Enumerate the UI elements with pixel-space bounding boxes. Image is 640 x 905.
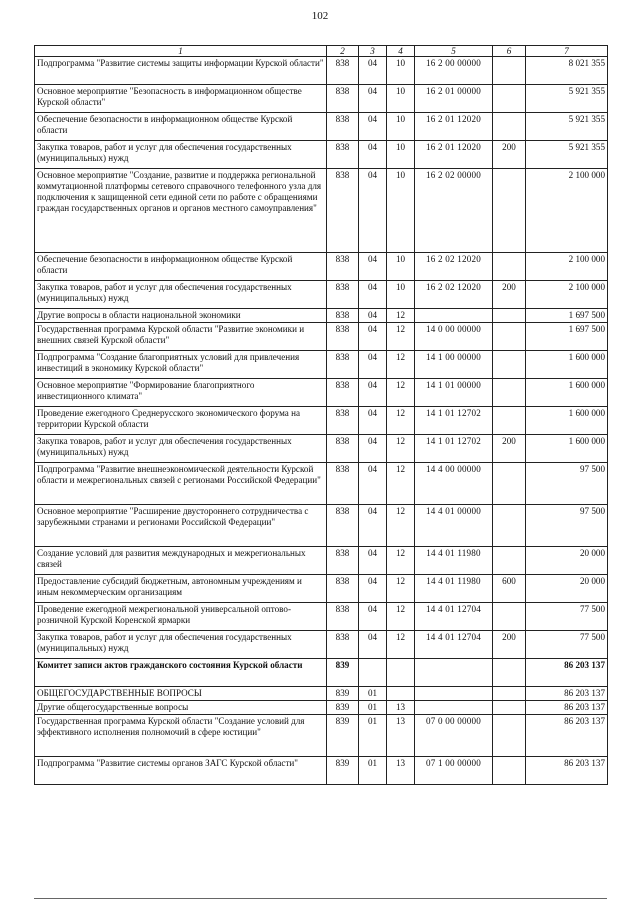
column-header: 5 [415,46,493,57]
row-expense-type-cell [493,463,526,505]
page-number: 102 [311,10,329,22]
row-code-cell: 838 [327,435,359,463]
row-target-article-cell: 16 2 02 00000 [415,169,493,253]
row-section-cell: 01 [359,757,387,785]
row-amount-cell: 86 203 137 [526,701,608,715]
row-amount-cell: 1 600 000 [526,407,608,435]
row-amount-cell: 2 100 000 [526,253,608,281]
row-code-cell: 838 [327,253,359,281]
row-section-cell: 04 [359,57,387,85]
row-expense-type-cell [493,687,526,701]
row-target-article-cell: 16 2 02 12020 [415,281,493,309]
row-expense-type-cell [493,603,526,631]
row-target-article-cell: 16 2 01 00000 [415,85,493,113]
row-subsection-cell: 12 [387,379,415,407]
row-expense-type-cell [493,57,526,85]
row-code-cell: 838 [327,463,359,505]
row-amount-cell: 5 921 355 [526,141,608,169]
row-expense-type-cell: 200 [493,631,526,659]
row-amount-cell: 1 697 500 [526,323,608,351]
row-target-article-cell [415,659,493,687]
row-section-cell: 04 [359,379,387,407]
row-target-article-cell: 07 1 00 00000 [415,757,493,785]
row-section-cell: 04 [359,323,387,351]
row-code-cell: 838 [327,407,359,435]
table-row [35,253,608,281]
row-section-cell: 04 [359,113,387,141]
row-target-article-cell: 14 1 01 00000 [415,379,493,407]
row-subsection-cell: 10 [387,57,415,85]
row-section-cell: 04 [359,505,387,547]
row-section-cell: 04 [359,281,387,309]
row-target-article-cell: 14 4 01 11980 [415,547,493,575]
row-code-cell: 838 [327,323,359,351]
row-target-article-cell: 16 2 00 00000 [415,57,493,85]
table-row [35,169,608,253]
row-name-cell: Закупка товаров, работ и услуг для обеспечения государственных (муниципальных) нужд [35,435,327,463]
row-section-cell: 04 [359,463,387,505]
row-amount-cell: 1 600 000 [526,351,608,379]
row-name-cell: Закупка товаров, работ и услуг для обеспечения государственных (муниципальных) нужд [35,281,327,309]
row-subsection-cell: 12 [387,309,415,323]
row-target-article-cell [415,309,493,323]
row-amount-cell: 97 500 [526,463,608,505]
row-amount-cell: 20 000 [526,575,608,603]
row-amount-cell: 86 203 137 [526,687,608,701]
row-code-cell: 838 [327,603,359,631]
row-name-cell: Предоставление субсидий бюджетным, автономным учреждениям и иным некоммерческим организациям [35,575,327,603]
row-section-cell: 04 [359,603,387,631]
table-body [35,57,608,785]
table-row [35,715,608,757]
row-subsection-cell: 12 [387,575,415,603]
row-section-cell: 04 [359,575,387,603]
row-amount-cell: 1 697 500 [526,309,608,323]
table-header-row [35,46,608,57]
row-subsection-cell: 10 [387,85,415,113]
row-name-cell: Другие вопросы в области национальной экономики [35,309,327,323]
row-subsection-cell: 13 [387,701,415,715]
row-target-article-cell: 14 1 01 12702 [415,407,493,435]
table-row [35,687,608,701]
row-target-article-cell: 14 0 00 00000 [415,323,493,351]
row-target-article-cell: 14 4 01 12704 [415,603,493,631]
row-subsection-cell: 10 [387,281,415,309]
row-target-article-cell [415,701,493,715]
row-name-cell: Подпрограмма "Развитие системы органов ЗАГС Курской области" [35,757,327,785]
row-expense-type-cell: 600 [493,575,526,603]
row-expense-type-cell [493,407,526,435]
row-amount-cell: 86 203 137 [526,659,608,687]
row-amount-cell: 2 100 000 [526,169,608,253]
row-name-cell: Государственная программа Курской области "Развитие экономики и внешних связей Курской области" [35,323,327,351]
row-amount-cell: 86 203 137 [526,715,608,757]
row-code-cell: 839 [327,687,359,701]
row-target-article-cell: 14 4 01 12704 [415,631,493,659]
row-subsection-cell: 12 [387,323,415,351]
row-expense-type-cell [493,113,526,141]
row-section-cell: 04 [359,253,387,281]
row-code-cell: 838 [327,85,359,113]
row-amount-cell: 8 021 355 [526,57,608,85]
table-row [35,505,608,547]
row-code-cell: 838 [327,351,359,379]
row-expense-type-cell [493,379,526,407]
row-target-article-cell: 14 4 00 00000 [415,463,493,505]
row-name-cell: Создание условий для развития международных и межрегиональных связей [35,547,327,575]
table-row [35,407,608,435]
table-row [35,57,608,85]
row-subsection-cell [387,687,415,701]
table-row [35,379,608,407]
table-row [35,113,608,141]
row-section-cell: 04 [359,141,387,169]
row-expense-type-cell [493,505,526,547]
table-row [35,701,608,715]
row-target-article-cell [415,687,493,701]
row-expense-type-cell [493,309,526,323]
row-name-cell: Основное мероприятие "Расширение двустороннего сотрудничества с зарубежными странами и регионами Российской Федерации" [35,505,327,547]
row-name-cell: Проведение ежегодного Среднерусского экономического форума на территории Курской области [35,407,327,435]
row-section-cell: 04 [359,351,387,379]
row-name-cell: ОБЩЕГОСУДАРСТВЕННЫЕ ВОПРОСЫ [35,687,327,701]
row-name-cell: Подпрограмма "Создание благоприятных условий для привлечения инвестиций в экономику Курской области" [35,351,327,379]
row-amount-cell: 1 600 000 [526,379,608,407]
row-code-cell: 839 [327,659,359,687]
row-expense-type-cell [493,253,526,281]
column-header: 6 [493,46,526,57]
row-name-cell: Закупка товаров, работ и услуг для обеспечения государственных (муниципальных) нужд [35,631,327,659]
row-target-article-cell: 16 2 01 12020 [415,141,493,169]
row-section-cell: 01 [359,687,387,701]
column-header: 2 [327,46,359,57]
row-expense-type-cell [493,323,526,351]
row-expense-type-cell: 200 [493,281,526,309]
row-subsection-cell: 10 [387,169,415,253]
row-section-cell: 04 [359,407,387,435]
row-name-cell: Обеспечение безопасности в информационном обществе Курской области [35,253,327,281]
column-header: 3 [359,46,387,57]
row-section-cell: 04 [359,631,387,659]
row-name-cell: Комитет записи актов гражданского состояния Курской области [35,659,327,687]
row-subsection-cell: 12 [387,407,415,435]
row-code-cell: 838 [327,505,359,547]
row-name-cell: Государственная программа Курской области "Создание условий для эффективного исполнения полномочий в сфере юстиции" [35,715,327,757]
row-code-cell: 839 [327,715,359,757]
row-section-cell [359,659,387,687]
row-target-article-cell: 16 2 01 12020 [415,113,493,141]
table-row [35,603,608,631]
row-expense-type-cell [493,85,526,113]
row-code-cell: 838 [327,169,359,253]
row-expense-type-cell [493,351,526,379]
row-subsection-cell: 10 [387,141,415,169]
row-subsection-cell: 12 [387,547,415,575]
row-section-cell: 01 [359,701,387,715]
row-subsection-cell: 13 [387,757,415,785]
table-row [35,659,608,687]
row-amount-cell: 2 100 000 [526,281,608,309]
row-expense-type-cell [493,715,526,757]
row-subsection-cell: 10 [387,113,415,141]
row-amount-cell: 20 000 [526,547,608,575]
row-target-article-cell: 14 1 01 12702 [415,435,493,463]
row-name-cell: Основное мероприятие "Безопасность в информационном обществе Курской области" [35,85,327,113]
row-amount-cell: 77 500 [526,603,608,631]
row-amount-cell: 5 921 355 [526,85,608,113]
row-subsection-cell: 12 [387,351,415,379]
row-subsection-cell [387,659,415,687]
row-target-article-cell: 07 0 00 00000 [415,715,493,757]
row-section-cell: 04 [359,169,387,253]
row-expense-type-cell: 200 [493,141,526,169]
row-amount-cell: 86 203 137 [526,757,608,785]
table-row [35,547,608,575]
row-section-cell: 01 [359,715,387,757]
row-expense-type-cell [493,169,526,253]
row-section-cell: 04 [359,435,387,463]
table-row [35,323,608,351]
table-row [35,281,608,309]
table-row [35,757,608,785]
table-row [35,575,608,603]
row-section-cell: 04 [359,309,387,323]
row-target-article-cell: 14 4 01 00000 [415,505,493,547]
row-code-cell: 838 [327,547,359,575]
table-row [35,631,608,659]
row-code-cell: 838 [327,631,359,659]
row-expense-type-cell [493,701,526,715]
row-subsection-cell: 12 [387,435,415,463]
row-code-cell: 839 [327,701,359,715]
row-name-cell: Подпрограмма "Развитие системы защиты информации Курской области" [35,57,327,85]
row-code-cell: 838 [327,113,359,141]
row-section-cell: 04 [359,547,387,575]
table-row [35,141,608,169]
column-header: 1 [35,46,327,57]
row-code-cell: 838 [327,379,359,407]
row-name-cell: Другие общегосударственные вопросы [35,701,327,715]
bottom-rule [34,898,607,899]
table-row [35,309,608,323]
row-code-cell: 839 [327,757,359,785]
table-row [35,463,608,505]
row-name-cell: Основное мероприятие "Создание, развитие и поддержка региональной коммутационной платформы сетевого справочного телефонного узла для подключения к защищенной сети единой сети по работе с обращениями граждан государственных органов и органов местного самоуправления" [35,169,327,253]
row-subsection-cell: 12 [387,463,415,505]
row-expense-type-cell [493,757,526,785]
row-amount-cell: 97 500 [526,505,608,547]
table-row [35,351,608,379]
row-expense-type-cell [493,547,526,575]
row-subsection-cell: 13 [387,715,415,757]
row-code-cell: 838 [327,575,359,603]
row-name-cell: Основное мероприятие "Формирование благоприятного инвестиционного климата" [35,379,327,407]
row-subsection-cell: 10 [387,253,415,281]
row-subsection-cell: 12 [387,631,415,659]
row-target-article-cell: 14 1 00 00000 [415,351,493,379]
row-target-article-cell: 16 2 02 12020 [415,253,493,281]
row-subsection-cell: 12 [387,505,415,547]
row-code-cell: 838 [327,281,359,309]
row-section-cell: 04 [359,85,387,113]
row-amount-cell: 5 921 355 [526,113,608,141]
row-name-cell: Проведение ежегодной межрегиональной универсальной оптово-розничной Курской Коренской ярмарки [35,603,327,631]
row-subsection-cell: 12 [387,603,415,631]
row-name-cell: Обеспечение безопасности в информационном обществе Курской области [35,113,327,141]
column-header: 7 [526,46,608,57]
row-expense-type-cell: 200 [493,435,526,463]
table-row [35,435,608,463]
table-row [35,85,608,113]
row-target-article-cell: 14 4 01 11980 [415,575,493,603]
row-name-cell: Подпрограмма "Развитие внешнеэкономической деятельности Курской области и межрегиональных связей с регионами Российской Федерации" [35,463,327,505]
row-code-cell: 838 [327,141,359,169]
row-amount-cell: 1 600 000 [526,435,608,463]
row-code-cell: 838 [327,309,359,323]
row-code-cell: 838 [327,57,359,85]
row-name-cell: Закупка товаров, работ и услуг для обеспечения государственных (муниципальных) нужд [35,141,327,169]
budget-table [34,45,608,785]
row-amount-cell: 77 500 [526,631,608,659]
row-expense-type-cell [493,659,526,687]
column-header: 4 [387,46,415,57]
